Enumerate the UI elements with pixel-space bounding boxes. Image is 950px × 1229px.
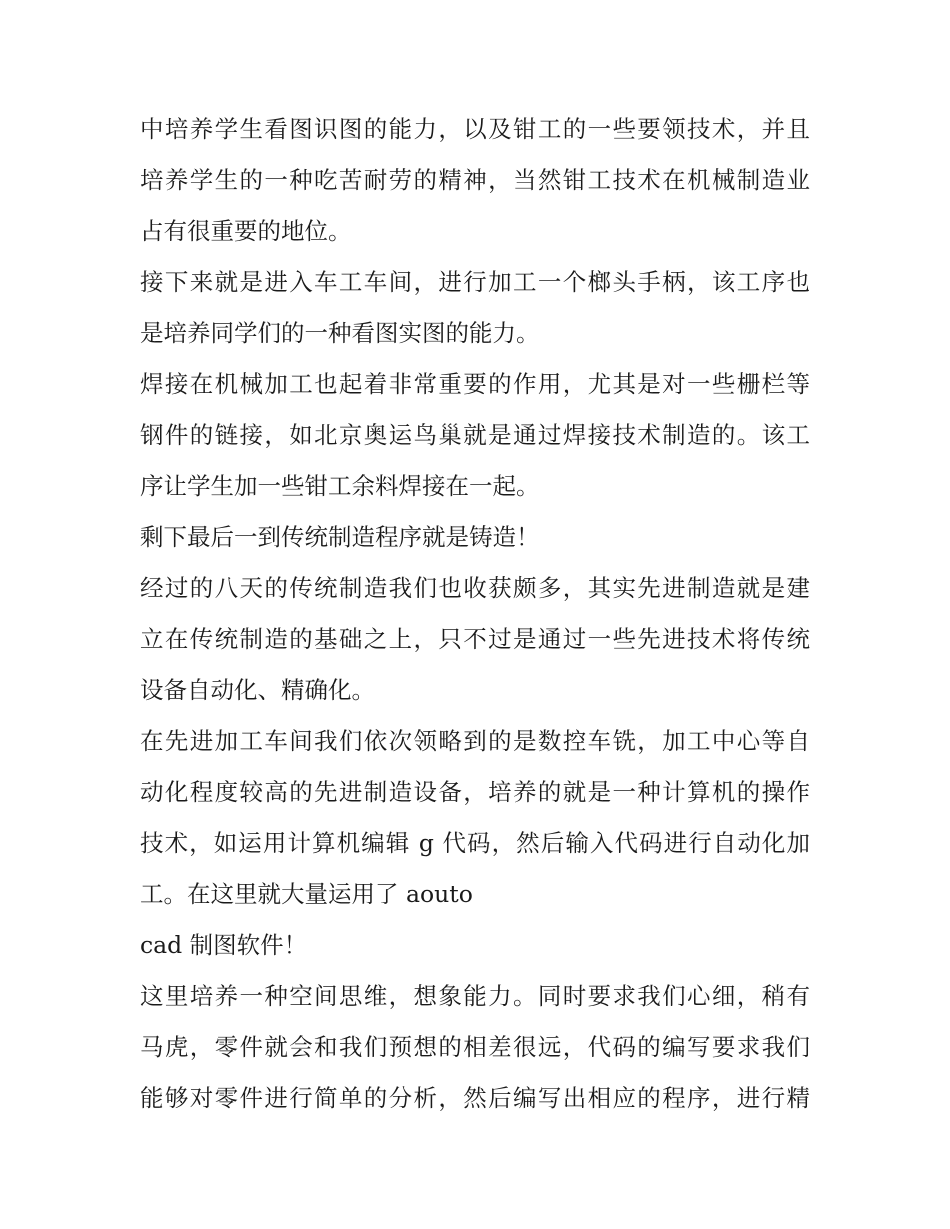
text-line: 技术，如运用计算机编辑 g 代码，然后输入代码进行自动化加 bbox=[140, 829, 810, 857]
text-line: 这里培养一种空间思维，想象能力。同时要求我们心细，稍有 bbox=[140, 982, 810, 1010]
paragraph-welding bbox=[140, 359, 810, 512]
text-line: 焊接在机械加工也起着非常重要的作用，尤其是对一些栅栏等 bbox=[140, 370, 810, 398]
text-line: 是培养同学们的一种看图实图的能力。 bbox=[140, 319, 540, 347]
text-line: 占有很重要的地位。 bbox=[140, 217, 352, 245]
paragraph-eight-days bbox=[140, 563, 810, 716]
text-line: 设备自动化、精确化。 bbox=[140, 676, 375, 704]
text-line: 培养学生的一种吃苦耐劳的精神，当然钳工技术在机械制造业 bbox=[140, 166, 810, 194]
text-line: cad 制图软件！ bbox=[140, 931, 308, 959]
paragraph-advanced-workshop bbox=[140, 716, 810, 920]
paragraph-lathe-workshop bbox=[140, 257, 810, 359]
text-line: 钢件的链接，如北京奥运鸟巢就是通过焊接技术制造的。该工 bbox=[140, 421, 810, 449]
text-line: 剩下最后一到传统制造程序就是铸造！ bbox=[140, 523, 540, 551]
paragraph-cad-software bbox=[140, 920, 810, 971]
text-line: 中培养学生看图识图的能力，以及钳工的一些要领技术，并且 bbox=[140, 115, 810, 143]
text-line: 动化程度较高的先进制造设备，培养的就是一种计算机的操作 bbox=[140, 778, 810, 806]
text-line: 能够对零件进行简单的分析，然后编写出相应的程序，进行精 bbox=[140, 1084, 810, 1112]
text-line: 序让学生加一些钳工余料焊接在一起。 bbox=[140, 472, 540, 500]
paragraph-casting bbox=[140, 512, 810, 563]
text-line: 工。在这里就大量运用了 aouto bbox=[140, 880, 473, 908]
paragraph-fitter-training bbox=[140, 104, 810, 257]
text-line: 立在传统制造的基础之上，只不过是通过一些先进技术将传统 bbox=[140, 625, 810, 653]
text-line: 马虎，零件就会和我们预想的相差很远，代码的编写要求我们 bbox=[140, 1033, 810, 1061]
paragraph-spatial-thinking bbox=[140, 971, 810, 1124]
document-body bbox=[140, 104, 810, 1124]
text-line: 接下来就是进入车工车间，进行加工一个榔头手柄，该工序也 bbox=[140, 268, 810, 296]
text-line: 在先进加工车间我们依次领略到的是数控车铣，加工中心等自 bbox=[140, 727, 810, 755]
text-line: 经过的八天的传统制造我们也收获颇多，其实先进制造就是建 bbox=[140, 574, 810, 602]
